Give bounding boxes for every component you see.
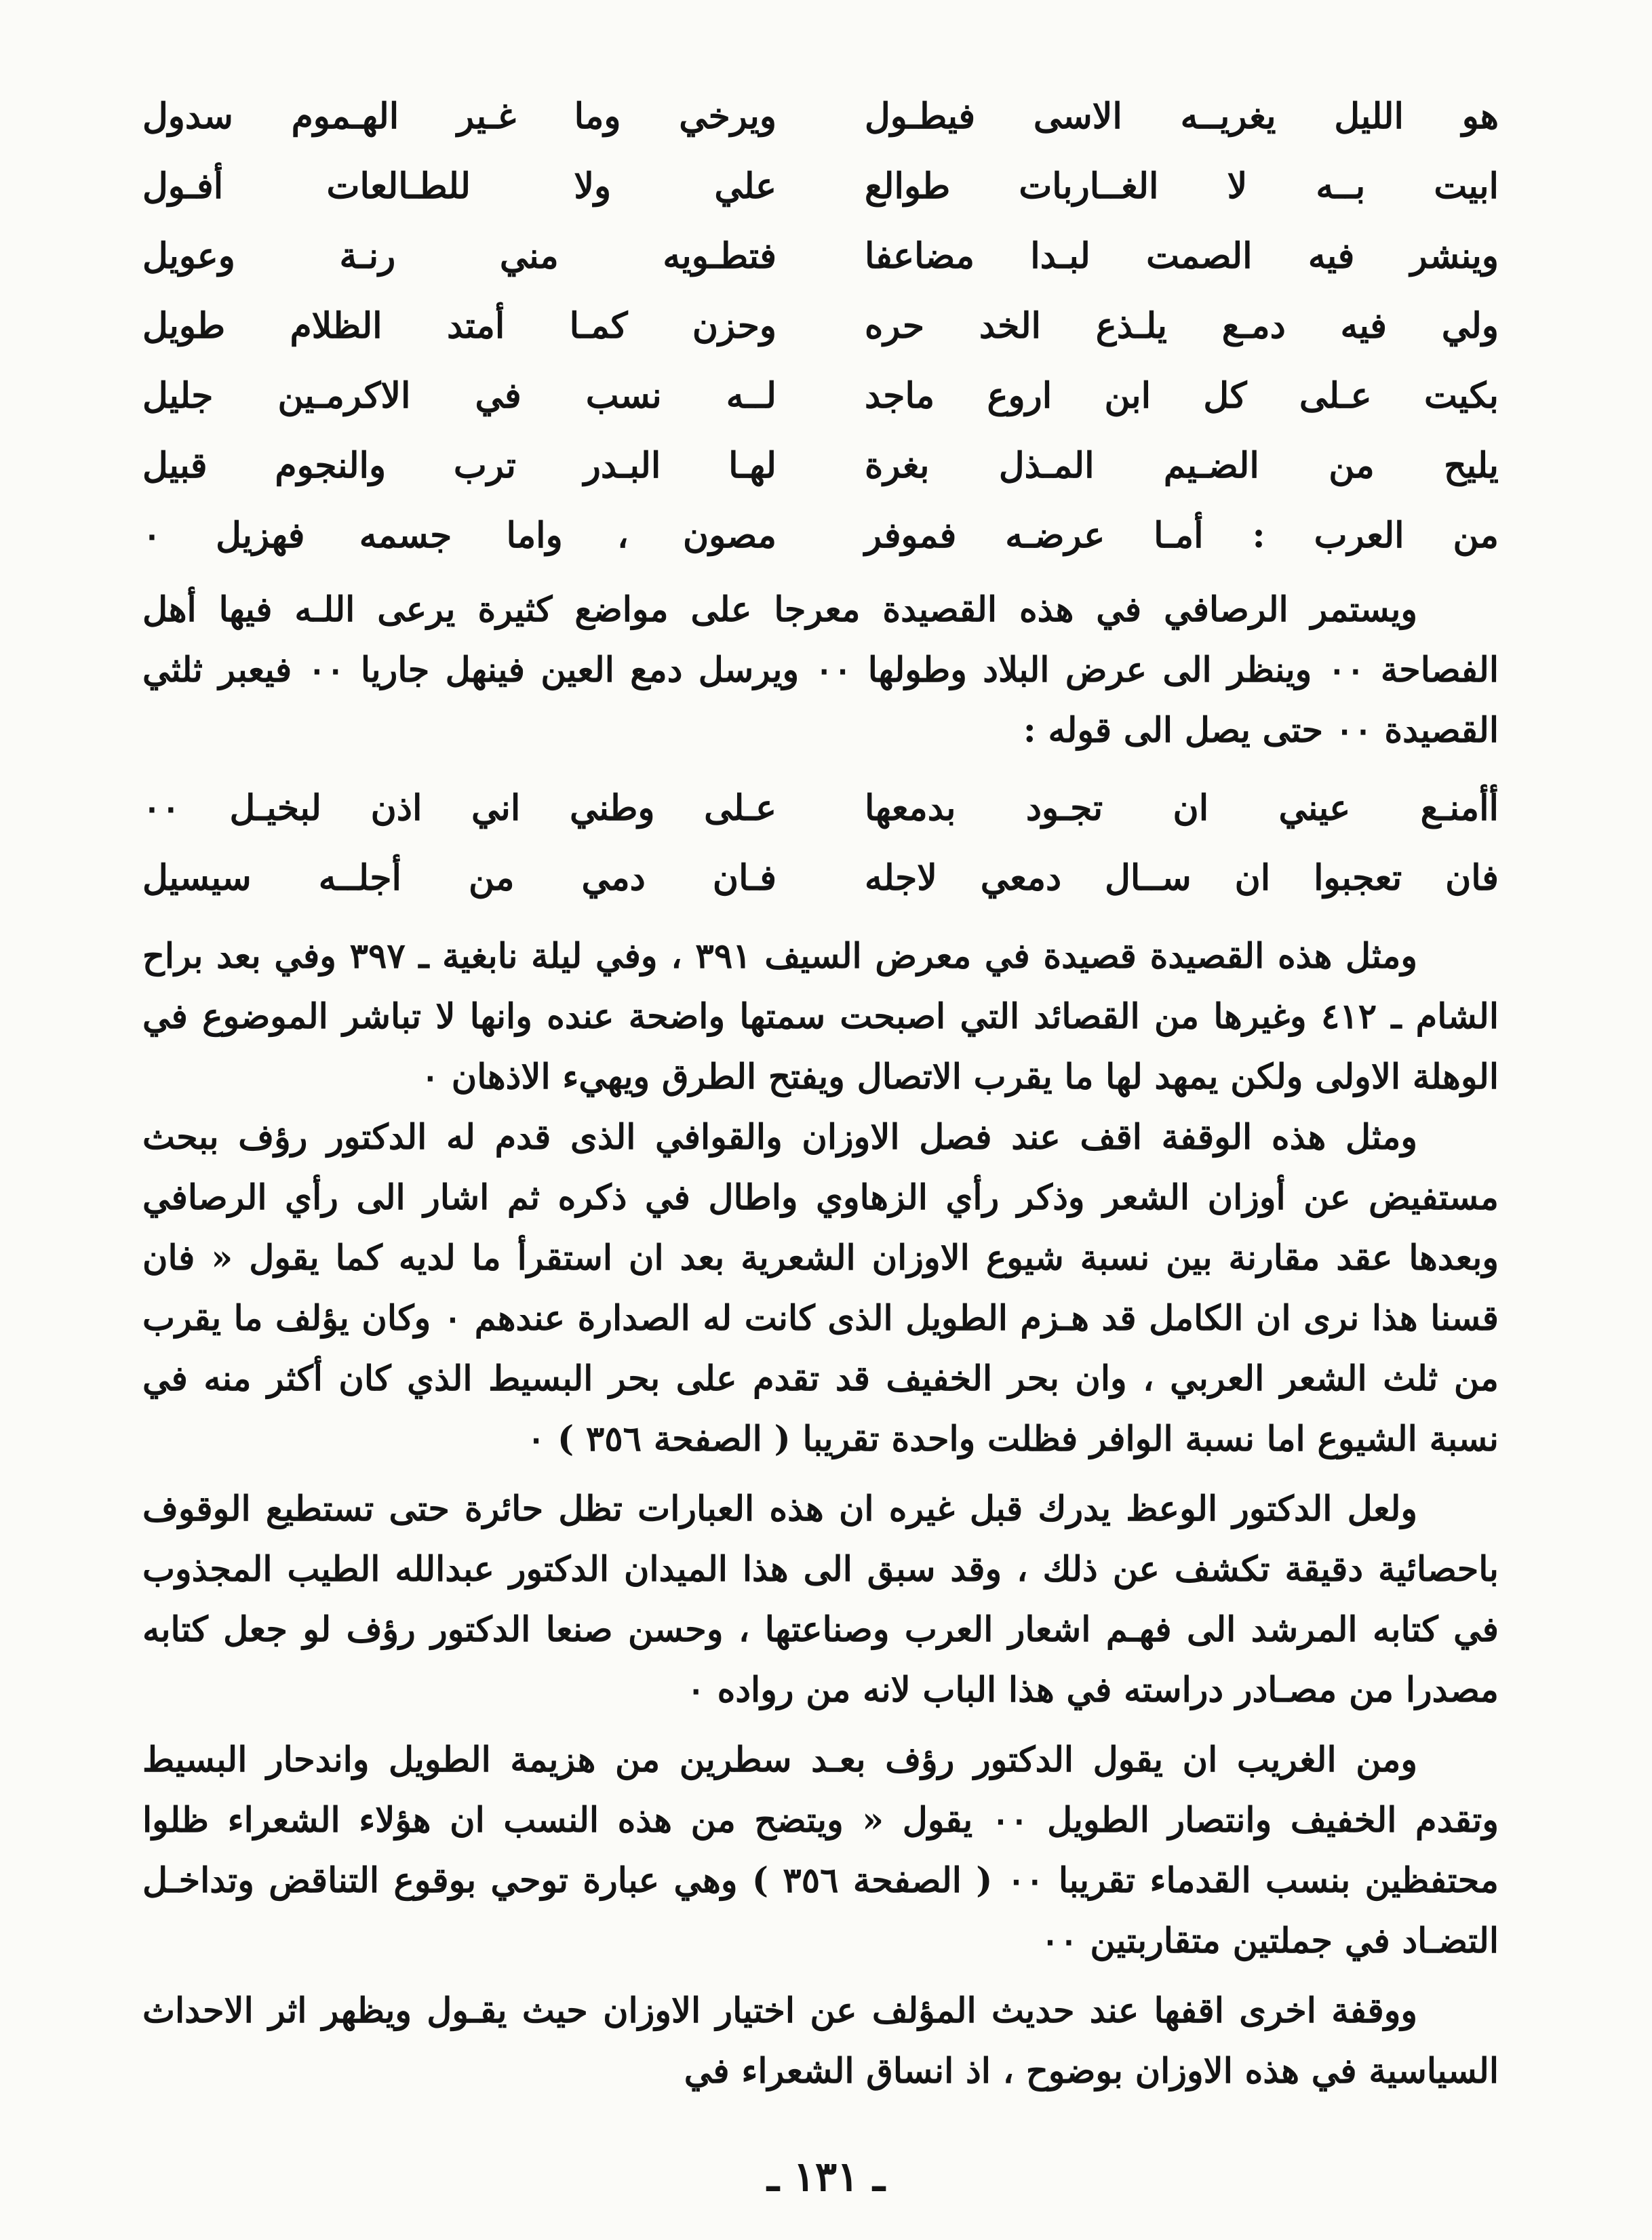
poem-line-7-right: من العرب : أمـا عرضـه فموفر [865, 515, 1499, 556]
poem-line-2-right: ابيت بــه لا الغــاربات طوالع [865, 165, 1499, 207]
poem-line-6-left: لهـا البـدر ترب والنجوم قبيل [142, 445, 776, 486]
poem-line-4-left: وحزن كمـا أمتد الظلام طويل [142, 305, 776, 347]
paragraph-gap [142, 1721, 1499, 1730]
page-number: ـ ١٣١ ـ [767, 2153, 885, 2201]
poem-line-7-left: مصون ، واما جسمه فهزيل ٠ [142, 515, 776, 556]
paragraph-1: ويستمر الرصافي في هذه القصيدة معرجا على مواضع كثيرة يرعى اللـه فيها أهل الفصاحة ٠٠ وينظر الى عرض البلاد وطولها ٠٠ ويرسل دمع العين فينهل جاريا ٠٠ فيعبر ثلثي القصيدة ٠٠ حتى يصل الى قوله : [142, 589, 1499, 751]
poem-line-3-right: وينشر فيه الصمت لبـدا مضاعفا [865, 235, 1499, 277]
poem-line-1-right: هو الليل يغريــه الاسى فيطـول [865, 96, 1499, 137]
paragraph-gap [142, 1971, 1499, 1981]
poem-line-5-left: لــه نسب في الاكرمـين جليل [142, 375, 776, 416]
poem2-line-2-right: فان تعجبوا ان ســال دمعي لاجله [865, 857, 1499, 899]
poem-line-3-left: فتطـويه مني رنـة وعويل [142, 235, 776, 277]
poem2-line-1-left: عـلى وطني اني اذن لبخيـل ٠٠ [142, 787, 776, 829]
poem-line-6-right: يليح من الضـيم المـذل بغرة [865, 445, 1499, 486]
poem2-line-2-left: فـان دمي من أجلــه سيسيل [142, 857, 776, 899]
poem-line-2-left: علي ولا للطـالعات أفـول [142, 165, 776, 207]
poem2-line-1-right: أأمنـع عيني ان تجـود بدمعها [865, 787, 1499, 829]
paragraph-6: ووقفة اخرى اقفها عند حديث المؤلف عن اختيار الاوزان حيث يقـول ويظهر اثر الاحداث السياسية في هذه الاوزان بوضوح ، اذ انساق الشعراء في [142, 1990, 1499, 2091]
poem-block-1 [142, 81, 1499, 570]
poem-block-2 [142, 773, 1499, 913]
poem-line-5-right: بكيت عـلى كل ابن اروع ماجد [865, 375, 1499, 416]
poem-line-4-right: ولي فيه دمـع يلـذع الخد حره [865, 305, 1499, 347]
poem-line-1-left: ويرخي وما غـير الهـموم سدول [142, 96, 776, 137]
paragraph-gap [142, 1470, 1499, 1479]
paragraph-5: ومن الغريب ان يقول الدكتور رؤف بعـد سطرين من هزيمة الطويل واندحار البسيط وتقدم الخفيف وانتصار الطويل ٠٠ يقول « ويتضح من هذه النسب ان هؤلاء الشعراء ظلوا محتفظين بنسب القدماء تقريبا ٠٠ ( الصفحة ٣٥٦ ) وهي عبارة توحي بوقوع التناقض وتداخـل التضـاد في جملتين متقاربتين ٠٠ [142, 1740, 1499, 1961]
paragraph-3: ومثل هذه الوقفة اقف عند فصل الاوزان والقوافي الذى قدم له الدكتور رؤف ببحث مستفيض عن أوزان الشعر وذكر رأي الزهاوي واطال في ذكره ثم اشار الى رأي الرصافي وبعدها عقد مقارنة بين نسبة شيوع الاوزان الشعرية بعد ان استقرأ ما لديه كما يقول « فان قسنا هذا نرى ان الكامل قد هـزم الطويل الذى كانت له الصدارة عندهم ٠ وكان يؤلف ما يقرب من ثلث الشعر العربي ، وان بحر الخفيف قد تقدم على بحر البسيط الذي كان أكثر منه في نسبة الشيوع اما نسبة الوافر فظلت واحدة تقريبا ( الصفحة ٣٥٦ ) ٠ [142, 1117, 1499, 1459]
paragraph-2: ومثل هذه القصيدة قصيدة في معرض السيف ٣٩١ ، وفي ليلة نابغية ـ ٣٩٧ وفي بعد براح الشام ـ ٤١٢ وغيرها من القصائد التي اصبحت سمتها واضحة عنده وانها لا تباشر الموضوع في الوهلة الاولى ولكن يمهد لها ما يقرب الاتصال ويفتح الطرق ويهيء الاذهان ٠ [142, 936, 1499, 1097]
page-body [142, 81, 1499, 2177]
paragraph-4: ولعل الدكتور الوعظ يدرك قبل غيره ان هذه العبارات تظل حائرة حتى تستطيع الوقوف باحصائية دقيقة تكشف عن ذلك ، وقد سبق الى هذا الميدان الدكتور عبدالله الطيب المجذوب في كتابه المرشد الى فهـم اشعار العرب وصناعتها ، وحسن صنعا الدكتور رؤف لو جعل كتابه مصدرا من مصـادر دراسته في هذا الباب لانه من رواده ٠ [142, 1489, 1499, 1710]
